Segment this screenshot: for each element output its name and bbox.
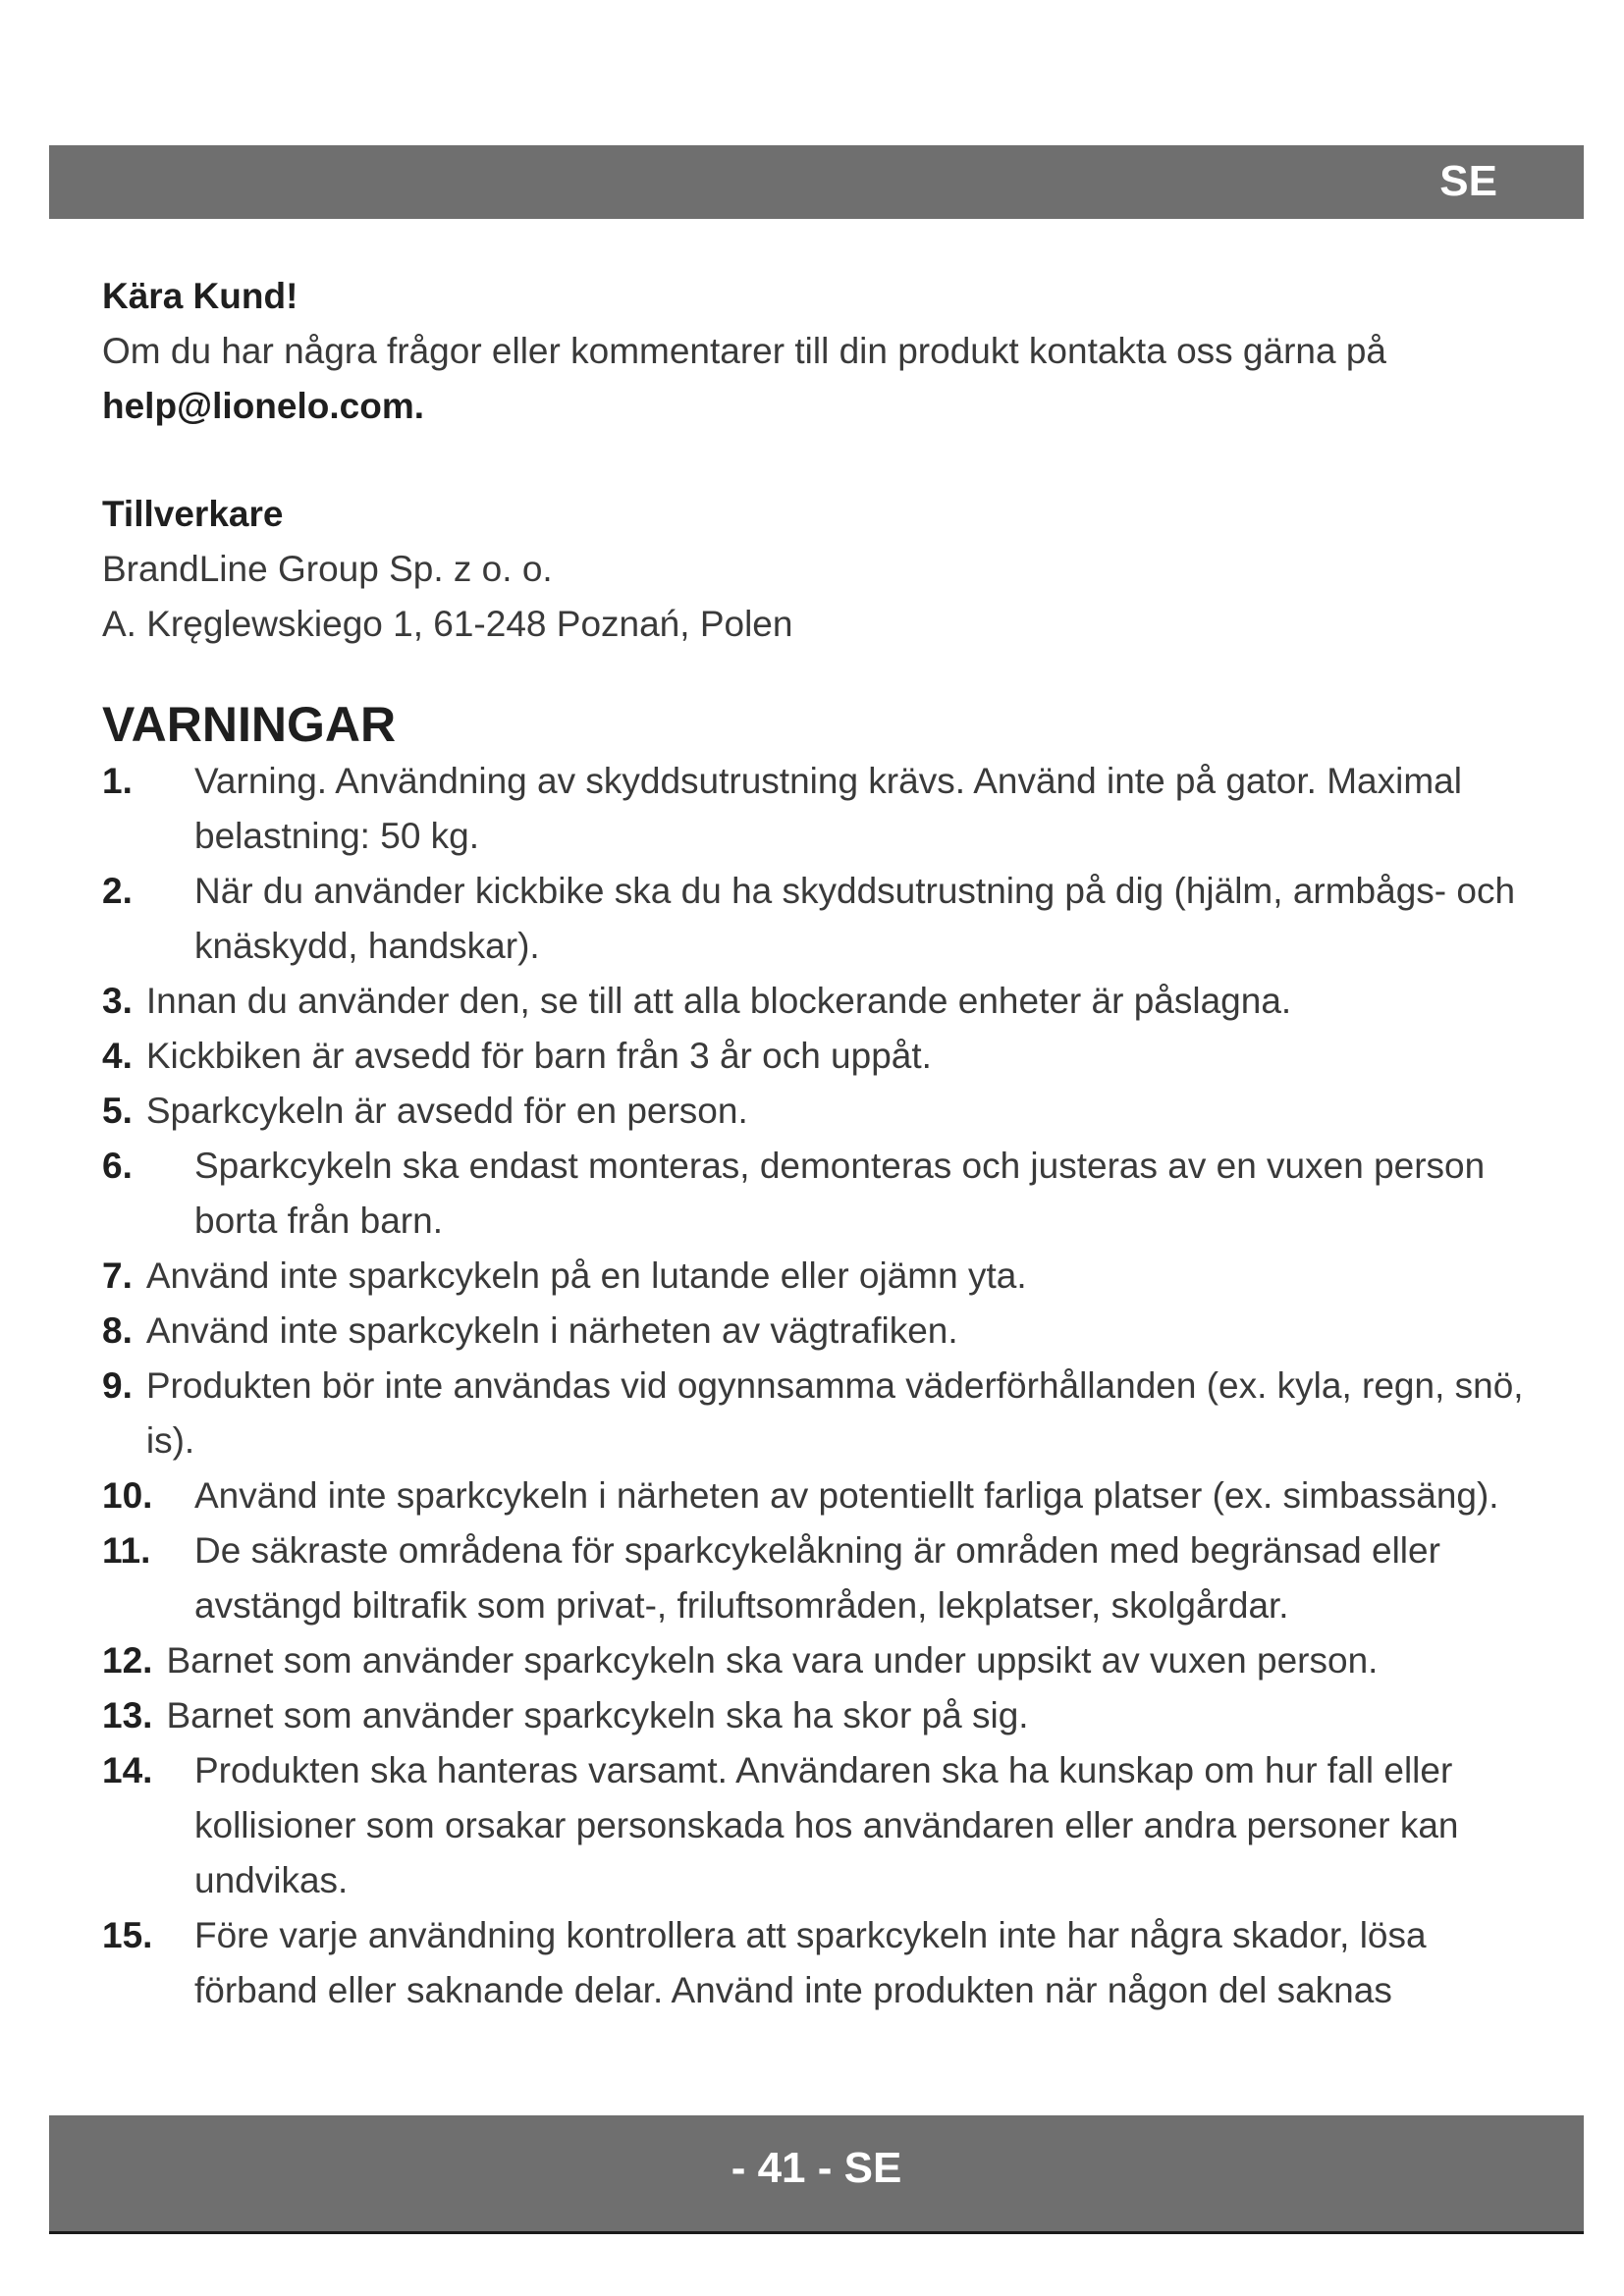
warning-item-11 (102, 1523, 1545, 1633)
warning-number: 10. (102, 1475, 153, 1516)
warning-item-14 (102, 1743, 1545, 1908)
footer-bar (49, 2115, 1584, 2234)
warning-text: Använd inte sparkcykeln i närheten av potentiellt farliga platser (ex. simbassäng). (194, 1475, 1499, 1516)
warning-number: 5. (102, 1091, 133, 1131)
warnings-title: VARNINGAR (102, 697, 397, 752)
greeting-block (102, 269, 1545, 434)
warning-text: Kickbiken är avsedd för barn från 3 år och uppåt. (145, 1036, 932, 1076)
header-bar (49, 145, 1584, 219)
warning-item-3 (102, 974, 1545, 1029)
greeting-text: Om du har några frågor eller kommentarer till din produkt kontakta oss gärna på (102, 331, 1386, 371)
warning-number: 4. (102, 1036, 133, 1076)
warning-number: 15. (102, 1915, 153, 1955)
warning-item-10 (102, 1468, 1545, 1523)
warning-item-6 (102, 1139, 1545, 1249)
warning-item-13 (102, 1688, 1545, 1743)
page-number: - 41 - SE (731, 2144, 902, 2192)
warning-text: De säkraste områdena för sparkcykelåkning är områden med begränsad eller avstängd biltrafik som privat-, friluftsområden, lekplatser, skolgårdar. (194, 1530, 1440, 1626)
manufacturer-label: Tillverkare (102, 494, 284, 534)
language-label: SE (1439, 157, 1497, 205)
warning-number: 14. (102, 1750, 153, 1790)
warning-text: Innan du använder den, se till att alla blockerande enheter är påslagna. (145, 981, 1292, 1021)
manufacturer-company: BrandLine Group Sp. z o. o. (102, 549, 553, 589)
warning-item-9 (102, 1359, 1545, 1468)
warning-number: 2. (102, 871, 133, 911)
warning-text: Produkten bör inte användas vid ogynnsamma väderförhållanden (ex. kyla, regn, snö, is). (145, 1365, 1524, 1461)
warning-item-5 (102, 1084, 1545, 1139)
support-email[interactable]: help@lionelo.com. (102, 386, 424, 426)
warning-number: 12. (102, 1640, 153, 1681)
warning-number: 8. (102, 1310, 133, 1351)
warning-text: När du använder kickbike ska du ha skyddsutrustning på dig (hjälm, armbågs- och knäskydd, handskar). (194, 871, 1516, 966)
warning-item-12 (102, 1633, 1545, 1688)
warning-number: 7. (102, 1255, 133, 1296)
warning-item-7 (102, 1249, 1545, 1304)
warning-text: Sparkcykeln ska endast monteras, demonteras och justeras av en vuxen person borta från barn. (194, 1146, 1486, 1241)
warnings-list (102, 754, 1545, 2018)
greeting-title: Kära Kund! (102, 276, 298, 316)
warning-number: 13. (102, 1695, 153, 1735)
manufacturer-address: A. Kręglewskiego 1, 61-248 Poznań, Polen (102, 604, 793, 644)
warning-number: 3. (102, 981, 133, 1021)
warning-text: Barnet som använder sparkcykeln ska vara under uppsikt av vuxen person. (166, 1640, 1379, 1681)
warning-item-15 (102, 1908, 1545, 2018)
warning-number: 11. (102, 1530, 151, 1571)
warning-item-2 (102, 864, 1545, 974)
warning-text: Använd inte sparkcykeln i närheten av vägtrafiken. (145, 1310, 958, 1351)
page-content (102, 269, 1545, 2018)
warning-number: 9. (102, 1365, 133, 1406)
warning-text: Före varje användning kontrollera att sparkcykeln inte har några skador, lösa förband eller saknande delar. Använd inte produkten när någon del saknas (194, 1915, 1427, 2010)
warning-text: Varning. Användning av skyddsutrustning krävs. Använd inte på gator. Maximal belastning: 50 kg. (194, 761, 1462, 856)
warning-item-8 (102, 1304, 1545, 1359)
warning-text: Använd inte sparkcykeln på en lutande eller ojämn yta. (145, 1255, 1027, 1296)
warning-number: 6. (102, 1146, 133, 1186)
warning-number: 1. (102, 761, 133, 801)
warning-text: Barnet som använder sparkcykeln ska ha skor på sig. (166, 1695, 1029, 1735)
warning-item-1 (102, 754, 1545, 864)
warning-text: Sparkcykeln är avsedd för en person. (145, 1091, 748, 1131)
manufacturer-block (102, 487, 1545, 652)
warning-item-4 (102, 1029, 1545, 1084)
warning-text: Produkten ska hanteras varsamt. Användaren ska ha kunskap om hur fall eller kollisioner som orsakar personskada hos användaren eller andra personer kan undvikas. (194, 1750, 1459, 1900)
